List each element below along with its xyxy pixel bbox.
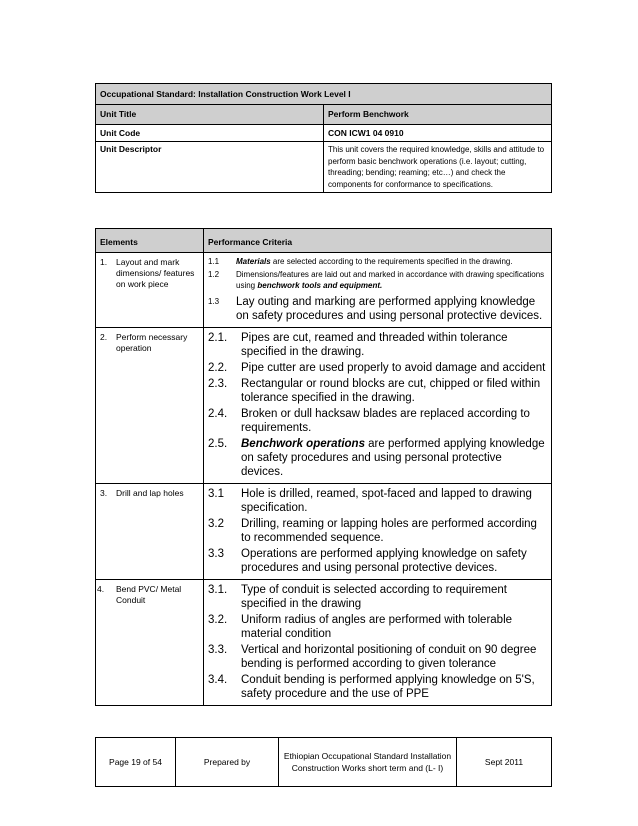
prepared-by: Prepared by — [176, 738, 279, 787]
criterion-number: 2.4. — [208, 408, 228, 420]
criterion-emphasis: Benchwork operations — [241, 438, 365, 450]
criterion — [208, 487, 547, 515]
unit-code-value: CON ICW1 04 0910 — [324, 125, 552, 142]
element-text: Layout and mark dimensions/ features on work piece — [116, 257, 195, 289]
criterion-text: Hole is drilled, reamed, spot-faced and lapped to drawing specification. — [241, 488, 532, 514]
criterion-text: are performed applying knowledge on safety procedures and using personal protective devices. — [241, 438, 545, 478]
table-row — [96, 580, 552, 706]
criterion-text: are selected according to the requirements specified in the drawing. — [270, 257, 513, 266]
table-row — [96, 484, 552, 580]
criterion — [208, 583, 547, 611]
unit-title-label: Unit Title — [96, 105, 324, 125]
criterion-text: Uniform radius of angles are performed with tolerable material condition — [241, 614, 513, 640]
page-footer — [95, 737, 552, 787]
criterion-number: 1.1 — [208, 257, 220, 266]
criterion-text: Operations are performed applying knowledge on safety procedures and using personal protective devices. — [241, 548, 527, 574]
criterion-text: Lay outing and marking are performed applying knowledge on safety procedures and using personal protective devices. — [236, 296, 543, 322]
element-number: 4. — [97, 584, 105, 594]
criterion-number: 1.2 — [208, 270, 220, 279]
table-row — [96, 253, 552, 328]
criterion — [208, 643, 547, 671]
occupational-standard-header: Occupational Standard: Installation Construction Work Level I — [96, 84, 552, 105]
criterion — [208, 407, 547, 435]
standard-title: Ethiopian Occupational Standard Installation Construction Works short term and (L- I) — [279, 738, 457, 787]
element-cell — [96, 328, 204, 484]
unit-descriptor-label: Unit Descriptor — [96, 142, 324, 193]
criterion-number: 3.3. — [208, 644, 228, 656]
criterion-number: 1.3 — [208, 297, 220, 306]
criterion — [208, 269, 547, 291]
criterion — [208, 517, 547, 545]
element-number: 3. — [100, 488, 108, 498]
criterion — [208, 613, 547, 641]
criteria-cell — [204, 328, 552, 484]
criterion-text: Pipe cutter are used properly to avoid damage and accident — [241, 362, 546, 374]
criterion-text: Broken or dull hacksaw blades are replaced according to requirements. — [241, 408, 530, 434]
criteria-cell — [204, 580, 552, 706]
criterion-number: 2.1. — [208, 332, 228, 344]
criterion-number: 2.5. — [208, 438, 228, 450]
criterion — [208, 295, 547, 323]
footer-date: Sept 2011 — [457, 738, 552, 787]
criterion-number: 3.3 — [208, 548, 224, 560]
criteria-column-header: Performance Criteria — [204, 229, 552, 253]
element-cell — [96, 484, 204, 580]
element-cell — [96, 253, 204, 328]
criterion-text: Vertical and horizontal positioning of conduit on 90 degree bending is performed according to given tolerance — [241, 644, 537, 670]
page-number: Page 19 of 54 — [96, 738, 176, 787]
criterion — [208, 673, 547, 701]
criterion-text: Pipes are cut, reamed and threaded within tolerance specified in the drawing. — [241, 332, 508, 358]
criterion-number: 2.2. — [208, 362, 228, 374]
unit-descriptor-value: This unit covers the required knowledge, skills and attitude to perform basic benchwork operations (i.e. layout; cutting, threading; bending; reaming; etc…) and check the components for conformance to specifications. — [324, 142, 552, 193]
criterion-number: 2.3. — [208, 378, 228, 390]
unit-title-value: Perform Benchwork — [324, 105, 552, 125]
element-text: Bend PVC/ Metal Conduit — [116, 584, 182, 605]
element-cell — [96, 580, 204, 706]
criterion — [208, 361, 547, 375]
element-number: 1. — [100, 257, 108, 267]
criterion-number: 3.2. — [208, 614, 228, 626]
criterion-number: 3.4. — [208, 674, 228, 686]
criterion-number: 3.1 — [208, 488, 224, 500]
criterion — [208, 377, 547, 405]
criterion — [208, 437, 547, 479]
criterion-text: Conduit bending is performed applying knowledge on 5'S, safety procedure and the use of PPE — [241, 674, 535, 700]
criterion-text: Dimensions/features are laid out and marked in accordance with drawing specifications using — [236, 270, 545, 290]
criterion — [208, 256, 547, 267]
criterion-number: 3.2 — [208, 518, 224, 530]
elements-table — [95, 228, 552, 706]
unit-info-table — [95, 83, 552, 193]
criterion-emphasis: Materials — [236, 257, 271, 266]
element-text: Drill and lap holes — [116, 488, 184, 498]
table-row — [96, 328, 552, 484]
element-text: Perform necessary operation — [116, 332, 188, 353]
criterion-text: Drilling, reaming or lapping holes are performed according to recommended sequence. — [241, 518, 537, 544]
element-number: 2. — [100, 332, 108, 342]
criteria-cell — [204, 253, 552, 328]
criteria-cell — [204, 484, 552, 580]
criterion-text: Type of conduit is selected according to requirement specified in the drawing — [241, 584, 507, 610]
criterion-emphasis: benchwork tools and equipment. — [257, 281, 383, 290]
unit-code-label: Unit Code — [96, 125, 324, 142]
criterion-text: Rectangular or round blocks are cut, chipped or filed within tolerance specified in the drawing. — [241, 378, 541, 404]
criterion — [208, 547, 547, 575]
criterion — [208, 331, 547, 359]
elements-column-header: Elements — [96, 229, 204, 253]
criterion-number: 3.1. — [208, 584, 228, 596]
